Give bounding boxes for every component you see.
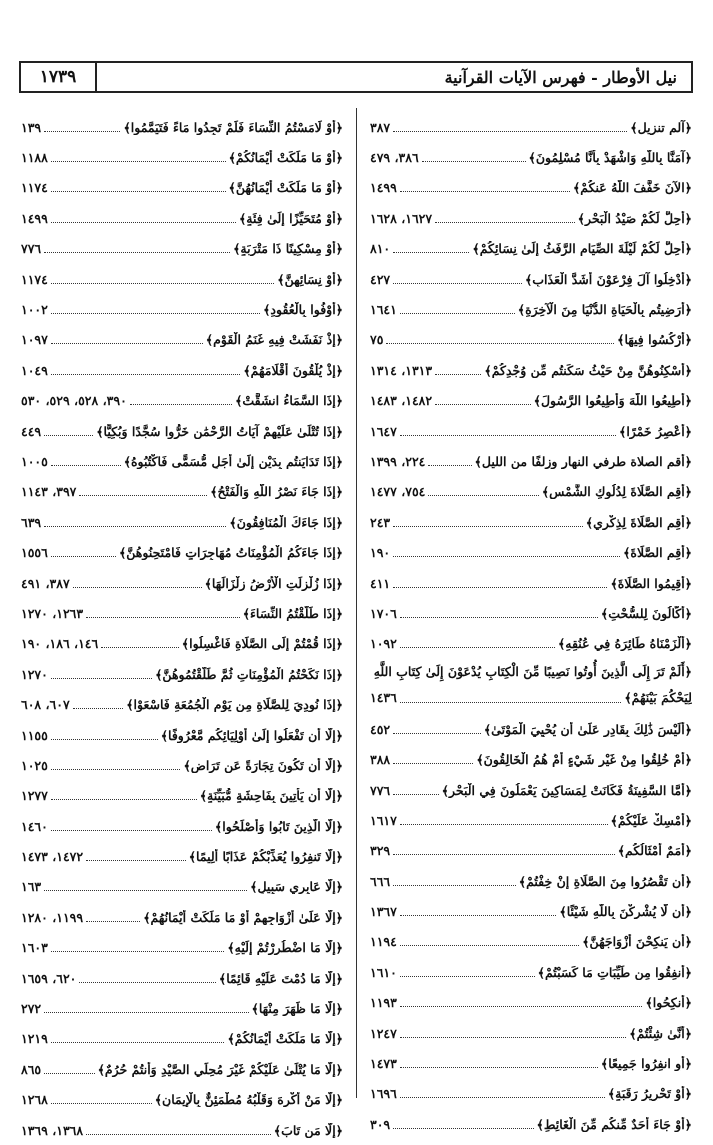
verse-text: ﴿أَوْ مُتَحَيِّزًا إِلَىٰ فِئَةٍ﴾: [238, 210, 343, 226]
page-refs: ١٦٣: [21, 879, 42, 895]
index-entry: [21, 416, 343, 446]
leader-dots: [393, 854, 615, 855]
verse-text: ﴿أُحِلَّ لَكُمْ صَيْدُ الْبَحْرِ﴾: [577, 210, 692, 226]
page-refs: ١٤٩٩: [21, 210, 48, 226]
leader-dots: [400, 976, 535, 977]
verse-text: ﴿أَمْسِكْ عَلَيْكُمْ﴾: [610, 812, 692, 828]
index-entry: [370, 957, 692, 987]
verse-text: ﴿إِذَا تُتْلَىٰ عَلَيْهِمْ آيَاتُ الرَّحْمَٰنِ خَرُّوا سُجَّدًا وَبُكِيًّا﴾: [96, 423, 343, 439]
verse-text: ﴿أَن يَنكِحْنَ أَزْوَاجَهُنَّ﴾: [582, 934, 692, 950]
verse-text: ﴿إِلَّا عَلَىٰ أَزْوَاجِهِمْ أَوْ مَا مَلَكَتْ أَيْمَانُهُمْ﴾: [143, 909, 343, 925]
verse-text: ﴿أَقِيمُوا الصَّلَاةَ﴾: [610, 575, 692, 591]
leader-dots: [51, 769, 181, 770]
leader-dots: [51, 313, 260, 314]
leader-dots: [435, 404, 531, 405]
verse-text: ﴿إِذْ نَفَشَتْ فِيهِ غَنَمُ الْقَوْمِ﴾: [205, 332, 343, 348]
page-refs: ١٦٢٧، ١٦٢٨: [370, 210, 433, 226]
index-entry: [21, 872, 343, 902]
verse-text: ﴿أَنَّىٰ شِئْتُمْ﴾: [629, 1025, 692, 1041]
verse-text: ﴿الآنَ خَفَّفَ اللَّهُ عَنكُمْ﴾: [572, 180, 692, 196]
leader-dots: [435, 222, 575, 223]
leader-dots: [51, 283, 274, 284]
leader-dots: [79, 495, 207, 496]
leader-dots: [86, 617, 240, 618]
leader-dots: [130, 404, 232, 405]
leader-dots: [400, 435, 616, 436]
page-refs: ١١٧٤: [21, 180, 48, 196]
index-entry: [370, 775, 692, 805]
verse-text: ﴿إِلَّا مَا ظَهَرَ مِنْهَا﴾: [251, 1001, 343, 1017]
index-entry: [21, 659, 343, 689]
page-refs: ٤٥٢: [370, 721, 391, 737]
page-refs: ١٢٧٧: [21, 788, 48, 804]
verse-text: ﴿أَلَمْ تَرَ إِلَى الَّذِينَ أُوتُوا نَصِيبًا مِّنَ الْكِتَابِ يُدْعَوْنَ إِلَىٰ كِتَابِ اللَّهِ: [373, 664, 692, 680]
index-entry: [370, 355, 692, 385]
leader-dots: [44, 890, 247, 891]
page-refs: ٧٧٦: [370, 782, 391, 798]
verse-text: ﴿إِلَّا مَن تَابَ﴾: [273, 1122, 343, 1138]
leader-dots: [393, 733, 481, 734]
page-refs: ١٤٩٩: [370, 180, 397, 196]
leader-dots: [400, 945, 579, 946]
page-refs: ١٣٩: [21, 119, 42, 135]
leader-dots: [51, 678, 152, 679]
leader-dots: [393, 283, 522, 284]
page-refs: ١٤٦، ١٨٦، ١٩٠: [21, 636, 99, 652]
page-refs: ٦٣٩: [21, 514, 42, 530]
page-refs: ١٦٩٦: [370, 1086, 397, 1102]
leader-dots: [428, 495, 538, 496]
verse-text: ﴿إِذَا طَلَّقْتُمُ النِّسَاءَ﴾: [242, 605, 343, 621]
verse-text: ﴿أَوْ مِسْكِينًا ذَا مَتْرَبَةٍ﴾: [233, 241, 343, 257]
verse-text: ﴿إِذَا جَاءَكُمُ الْمُؤْمِنَاتُ مُهَاجِرَاتٍ فَامْتَحِنُوهُنَّ﴾: [118, 545, 343, 561]
leader-dots: [393, 1128, 533, 1129]
leader-dots: [86, 1134, 271, 1135]
leader-dots: [44, 131, 120, 132]
index-entry: [370, 1079, 692, 1109]
page-refs: ١٣٦٨، ١٣٦٩: [21, 1122, 84, 1138]
leader-dots: [393, 131, 627, 132]
leader-dots: [51, 799, 197, 800]
leader-dots: [73, 708, 124, 709]
index-entry: [21, 1054, 343, 1084]
index-entry: [21, 720, 343, 750]
index-entry: [21, 477, 343, 507]
verse-text: ﴿إِذَا تَدَايَنتُم بِدَيْنٍ إِلَىٰ أَجَلٍ مُّسَمًّى فَاكْتُبُوهُ﴾: [123, 453, 343, 469]
page-refs: ٤٢٧: [370, 271, 391, 287]
index-entry: [370, 1109, 692, 1139]
leader-dots: [435, 374, 481, 375]
index-entry: [21, 993, 343, 1023]
index-entry: [370, 477, 692, 507]
page-refs: ١٤٧٣: [370, 1056, 397, 1072]
verse-text: ﴿أَطِيعُوا اللَّهَ وَأَطِيعُوا الرَّسُولَ﴾: [533, 393, 692, 409]
leader-dots: [51, 343, 203, 344]
page-refs: ٣٨٦، ٤٧٩: [370, 150, 419, 166]
index-entry: [21, 598, 343, 628]
leader-dots: [86, 860, 186, 861]
verse-text: ﴿أَقِمِ الصَّلَاةَ لِدُلُوكِ الشَّمْسِ﴾: [541, 484, 692, 500]
page-refs: ٧٥: [370, 332, 384, 348]
leader-dots: [44, 1012, 248, 1013]
leader-dots: [393, 556, 620, 557]
verse-text: ﴿أَعْصِرُ خَمْرًا﴾: [619, 423, 692, 439]
index-entry: [21, 446, 343, 476]
page-refs: ٣٩٧، ١١٤٣: [21, 484, 77, 500]
index-entry: [370, 568, 692, 598]
page-refs: ١١٥٥: [21, 727, 48, 743]
leader-dots: [393, 763, 473, 764]
page-refs: ١٦٠٣: [21, 940, 48, 956]
leader-dots: [51, 161, 226, 162]
leader-dots: [393, 526, 583, 527]
page-refs: ٣٠٩: [370, 1116, 391, 1132]
page-refs: ١٦٤٧: [370, 423, 397, 439]
index-entry: [370, 264, 692, 294]
verse-text: ﴿إِذَا السَّمَاءُ انشَقَّتْ﴾: [235, 393, 343, 409]
leader-dots: [393, 794, 439, 795]
page-refs: ٣٨٧: [370, 119, 391, 135]
verse-text: ﴿إِلَّا أَن يَأْتِينَ بِفَاحِشَةٍ مُّبَيِّنَةٍ﴾: [199, 788, 343, 804]
leader-dots: [44, 252, 230, 253]
verse-text: ﴿أَكَّالُونَ لِلسُّحْتِ﴾: [600, 605, 692, 621]
leader-dots: [51, 951, 225, 952]
verse-text: ﴿أَوْ مَا مَلَكَتْ أَيْمَانُهُنَّ﴾: [228, 180, 343, 196]
index-entry: [21, 1115, 343, 1145]
index-entry: [370, 629, 692, 659]
index-entry: [21, 112, 343, 142]
verse-text: ﴿أَوْ جَاءَ أَحَدٌ مِّنكُم مِّنَ الْغَائِطِ﴾: [536, 1116, 692, 1132]
page-number: ١٧٣٩: [21, 63, 97, 91]
index-entry: [21, 234, 343, 264]
index-entry: [21, 781, 343, 811]
verse-text: ﴿أَلَيْسَ ذَٰلِكَ بِقَادِرٍ عَلَىٰ أَن يُحْيِيَ الْمَوْتَىٰ﴾: [483, 721, 692, 737]
leader-dots: [79, 982, 216, 983]
verse-text: ﴿إِلَّا مَا مَلَكَتْ أَيْمَانُكُمْ﴾: [227, 1031, 343, 1047]
page-title: نيل الأوطار - فهرس الآيات القرآنية: [444, 67, 677, 87]
verse-text: ﴿إِذَا قُمْتُمْ إِلَى الصَّلَاةِ فَاغْسِلُوا﴾: [181, 636, 343, 652]
index-entry: [370, 714, 692, 744]
page-refs: ١٠٢٥: [21, 757, 48, 773]
verse-text: ﴿إِلَّا مَنْ أُكْرِهَ وَقَلْبُهُ مُطْمَئِنٌّ بِالْإِيمَانِ﴾: [154, 1092, 343, 1108]
index-entry: [370, 386, 692, 416]
index-entry: [370, 446, 692, 476]
index-entry: [21, 568, 343, 598]
leader-dots: [73, 587, 202, 588]
leader-dots: [51, 222, 236, 223]
page-refs: ١٥٥٦: [21, 545, 48, 561]
verse-text: ﴿أَوْ لَامَسْتُمُ النِّسَاءَ فَلَمْ تَجِدُوا مَاءً فَتَيَمَّمُوا﴾: [123, 119, 343, 135]
verse-text: ﴿أَوْ مَا مَلَكَتْ أَيْمَانُكُمْ﴾: [228, 150, 343, 166]
leader-dots: [51, 191, 226, 192]
verse-text: ﴿أَوْفُوا بِالْعُقُودِ﴾: [263, 302, 343, 318]
leader-dots: [428, 465, 471, 466]
index-entry: [21, 1024, 343, 1054]
verse-text: ﴿أَسْكِنُوهُنَّ مِنْ حَيْثُ سَكَنتُم مِّن وُجْدِكُمْ﴾: [484, 362, 692, 378]
page-refs: ١٠٩٢: [370, 636, 397, 652]
page-header: [19, 61, 693, 93]
leader-dots: [44, 1073, 94, 1074]
index-entry: [21, 963, 343, 993]
index-entry: [21, 386, 343, 416]
page-refs: ٣٨٧، ٤٩١: [21, 575, 70, 591]
index-entry: [370, 234, 692, 264]
verse-text: ﴿أَنفِقُوا مِن طَيِّبَاتِ مَا كَسَبْتُمْ﴾: [537, 964, 692, 980]
index-entry: [370, 203, 692, 233]
page-refs: ٧٥٤، ١٤٧٧: [370, 484, 426, 500]
index-entry: [21, 629, 343, 659]
leader-dots: [101, 647, 179, 648]
leader-dots: [400, 824, 608, 825]
verse-text: ﴿أَن تَقْصُرُوا مِنَ الصَّلَاةِ إِنْ خِفْتُمْ﴾: [518, 873, 692, 889]
leader-dots: [86, 921, 140, 922]
verse-text: ﴿أقم الصلاة طرفي النهار وزلفًا من الليل﴾: [474, 453, 692, 469]
right-column: [370, 112, 692, 1140]
page-refs: ٣٩٠، ٥٢٨، ٥٢٩، ٥٣٠: [21, 393, 127, 409]
page-refs: ١٠٩٧: [21, 332, 48, 348]
verse-text: ﴿إِلَّا مَا يُتْلَىٰ عَلَيْكُمْ غَيْرَ مُحِلِّي الصَّيْدِ وَأَنتُمْ حُرُمٌ﴾: [97, 1061, 343, 1077]
page-refs: ١٤٣٦: [370, 690, 397, 706]
page-refs: ٤١١: [370, 575, 391, 591]
verse-text: ﴿أَنكِحُوا﴾: [645, 995, 692, 1011]
index-entry: [370, 866, 692, 896]
page-refs: ١٢١٩: [21, 1031, 48, 1047]
index-entry: [21, 841, 343, 871]
leader-dots: [400, 915, 557, 916]
verse-text: ﴿إِلَّا مَا اضْطُرِرْتُمْ إِلَيْهِ﴾: [227, 940, 343, 956]
page-refs: ١٦٤١: [370, 302, 397, 318]
index-entry: [21, 142, 343, 172]
verse-text: ﴿إِلَّا عَابِرِي سَبِيلٍ﴾: [250, 879, 343, 895]
index-entry: [370, 537, 692, 567]
verse-text: ﴿أَدْخِلُوا آلَ فِرْعَوْنَ أَشَدَّ الْعَذَابِ﴾: [524, 271, 692, 287]
page-refs: ١٤٨٢، ١٤٨٣: [370, 393, 433, 409]
verse-text: ﴿إِذْ يُلْقُونَ أَقْلَامَهُمْ﴾: [243, 362, 343, 378]
index-entry: [370, 294, 692, 324]
page-refs: ١٢٤٧: [370, 1025, 397, 1041]
page-refs: ١٣١٣، ١٣١٤: [370, 362, 433, 378]
page-refs: ٢٧٢: [21, 1001, 42, 1017]
index-entry: [370, 896, 692, 926]
page-refs: ١١٩٤: [370, 934, 397, 950]
leader-dots: [400, 647, 555, 648]
leader-dots: [400, 1037, 626, 1038]
verse-text: ﴿إِلَّا مَا دُمْتَ عَلَيْهِ قَائِمًا﴾: [218, 970, 343, 986]
verse-text: ﴿أَقِمِ الصَّلَاةَ لِذِكْرِي﴾: [585, 514, 692, 530]
page-refs: ٤٤٩: [21, 423, 42, 439]
index-entry: [21, 355, 343, 385]
verse-text: ﴿أَمَّا السَّفِينَةُ فَكَانَتْ لِمَسَاكِينَ يَعْمَلُونَ فِي الْبَحْرِ﴾: [441, 782, 692, 798]
leader-dots: [400, 191, 570, 192]
verse-text: ﴿أُحِلَّ لَكُمْ لَيْلَةَ الصِّيَامِ الرَّفَثُ إِلَىٰ نِسَائِكُمْ﴾: [472, 241, 692, 257]
page-refs: ٨١٠: [370, 241, 391, 257]
verse-text: ﴿إِذَا زُلْزِلَتِ الْأَرْضُ زِلْزَالَهَا﴾: [204, 575, 343, 591]
leader-dots: [44, 526, 226, 527]
verse-text: ﴿أَلْزَمْنَاهُ طَائِرَهُ فِي عُنُقِهِ﴾: [557, 636, 692, 652]
page-refs: ١٢٦٣، ١٢٧٠: [21, 605, 84, 621]
index-entry: [21, 933, 343, 963]
page-refs: ١٠٤٩: [21, 362, 48, 378]
leader-dots: [51, 374, 240, 375]
verse-text-continued: لِيَحْكُمَ بَيْنَهُمْ﴾: [624, 690, 692, 706]
index-entry: [370, 988, 692, 1018]
index-entry: [370, 927, 692, 957]
leader-dots: [386, 343, 614, 344]
index-entry: [21, 811, 343, 841]
leader-dots: [393, 587, 607, 588]
index-entry: [21, 750, 343, 780]
index-entry: [370, 112, 692, 142]
page-refs: ١٠٠٥: [21, 453, 48, 469]
page-refs: ٢٢٤، ١٣٩٩: [370, 453, 426, 469]
verse-text: ﴿أُمَمٌ أَمْثَالُكُم﴾: [617, 843, 692, 859]
index-entry: [21, 173, 343, 203]
leader-dots: [51, 465, 121, 466]
verse-text: ﴿أَوِ انفِرُوا جَمِيعًا﴾: [600, 1056, 692, 1072]
page-refs: ٦٦٦: [370, 873, 391, 889]
page-refs: ١٣٦٧: [370, 904, 397, 920]
index-entry: [21, 537, 343, 567]
page-refs: ٨٦٥: [21, 1061, 42, 1077]
index-entry: [370, 142, 692, 172]
page-refs: ١٦١٠: [370, 964, 397, 980]
verse-text: ﴿إِلَّا أَن تَكُونَ تِجَارَةً عَن تَرَاضٍ﴾: [183, 757, 343, 773]
verse-text: ﴿آلم تنزيل﴾: [630, 119, 692, 135]
page-refs: ٧٧٦: [21, 241, 42, 257]
page-refs: ١١٨٨: [21, 150, 48, 166]
index-entry: [21, 1085, 343, 1115]
leader-dots: [44, 435, 93, 436]
index-entry: [370, 416, 692, 446]
leader-dots: [422, 161, 526, 162]
page-refs: ١٩٠: [370, 545, 391, 561]
page-refs: ١٧٠٦: [370, 605, 397, 621]
page-refs: ١١٧٤: [21, 271, 48, 287]
page-refs: ١٦١٧: [370, 812, 397, 828]
leader-dots: [400, 617, 598, 618]
leader-dots: [51, 1042, 225, 1043]
verse-text: ﴿أَقِمِ الصَّلَاةَ﴾: [623, 545, 692, 561]
index-entry: [21, 902, 343, 932]
column-divider: [356, 108, 357, 1098]
index-entry: [370, 836, 692, 866]
page-refs: ١٢٧٠: [21, 666, 48, 682]
leader-dots: [400, 1067, 598, 1068]
leader-dots: [393, 885, 516, 886]
leader-dots: [51, 556, 116, 557]
page-refs: ١٤٧٢، ١٤٧٣: [21, 849, 84, 865]
leader-dots: [400, 1006, 643, 1007]
verse-text: ﴿آمَنَّا بِاللَّهِ وَاشْهَدْ بِأَنَّا مُسْلِمُونَ﴾: [528, 150, 692, 166]
verse-text: ﴿أَن لَّا يُشْرِكْنَ بِاللَّهِ شَيْئًا﴾: [559, 904, 692, 920]
verse-text: ﴿أَوْ نِسَائِهِنَّ﴾: [277, 271, 343, 287]
index-entry: [21, 264, 343, 294]
index-entry: [370, 659, 692, 714]
verse-text: ﴿أَرَضِيتُم بِالْحَيَاةِ الدُّنْيَا مِنَ الْآخِرَةِ﴾: [517, 302, 692, 318]
page-refs: ٢٤٣: [370, 514, 391, 530]
index-entry: [21, 507, 343, 537]
verse-text: ﴿أَوْ تَحْرِيرُ رَقَبَةٍ﴾: [607, 1086, 692, 1102]
page-refs: ٣٢٩: [370, 843, 391, 859]
page-refs: ١١٩٣: [370, 995, 397, 1011]
index-entry: [21, 325, 343, 355]
verse-text: ﴿إِلَّا الَّذِينَ تَابُوا وَأَصْلَحُوا﴾: [214, 818, 343, 834]
verse-text: ﴿إِذَا جَاءَ نَصْرُ اللَّهِ وَالْفَتْحُ﴾: [210, 484, 343, 500]
page-refs: ١٠٠٢: [21, 302, 48, 318]
leader-dots: [400, 313, 515, 314]
index-entry: [370, 598, 692, 628]
left-column: [21, 112, 343, 1145]
verse-text: ﴿أَمْ خُلِقُوا مِنْ غَيْرِ شَيْءٍ أَمْ هُمُ الْخَالِقُونَ﴾: [476, 752, 692, 768]
index-entry: [21, 294, 343, 324]
page-refs: ١٤٦٠: [21, 818, 48, 834]
page-refs: ١٢٦٨: [21, 1092, 48, 1108]
verse-text: ﴿أُرْكُسُوا فِيهَا﴾: [617, 332, 692, 348]
leader-dots: [51, 1103, 152, 1104]
index-entry: [370, 173, 692, 203]
index-entry: [370, 744, 692, 774]
index-entry: [21, 689, 343, 719]
page-refs: ٦٢٠، ١٦٥٩: [21, 970, 77, 986]
verse-text: ﴿إِذَا نَكَحْتُمُ الْمُؤْمِنَاتِ ثُمَّ طَلَّقْتُمُوهُنَّ﴾: [155, 666, 343, 682]
index-entry: [370, 325, 692, 355]
leader-dots: [400, 1097, 605, 1098]
leader-dots: [51, 830, 212, 831]
index-entry: [21, 203, 343, 233]
verse-text: ﴿إِذَا نُودِيَ لِلصَّلَاةِ مِن يَوْمِ الْجُمُعَةِ فَاسْعَوْا﴾: [126, 697, 343, 713]
leader-dots: [400, 702, 621, 703]
verse-text: ﴿إِذَا جَاءَكَ الْمُنَافِقُونَ﴾: [229, 514, 343, 530]
page-refs: ١١٩٩، ١٢٨٠: [21, 909, 84, 925]
page-refs: ٣٨٨: [370, 752, 391, 768]
leader-dots: [393, 252, 469, 253]
page-refs: ٦٠٧، ٦٠٨: [21, 697, 70, 713]
index-entry: [370, 1018, 692, 1048]
verse-text: ﴿إِلَّا تَنفِرُوا يُعَذِّبْكُمْ عَذَابًا أَلِيمًا﴾: [188, 849, 343, 865]
index-entry: [370, 507, 692, 537]
index-entry: [370, 805, 692, 835]
leader-dots: [51, 739, 158, 740]
verse-text: ﴿إِلَّا أَن تَفْعَلُوا إِلَىٰ أَوْلِيَائِكُم مَّعْرُوفًا﴾: [160, 727, 343, 743]
index-entry: [370, 1048, 692, 1078]
